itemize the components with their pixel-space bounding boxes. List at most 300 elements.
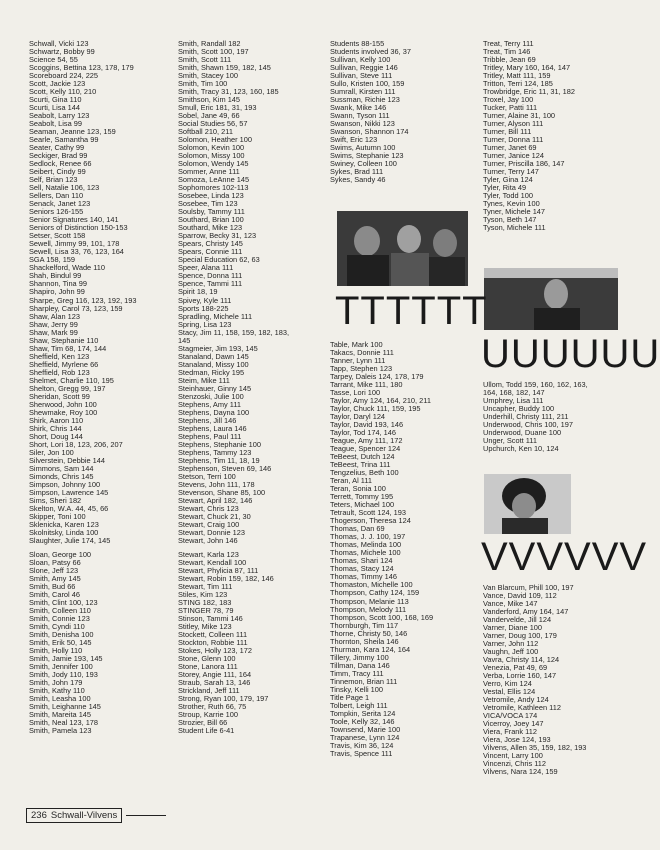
footer-rule (126, 815, 166, 816)
index-entry: Students involved 36, 37 (330, 47, 411, 57)
index-entry: Townsend, Marie 100 (330, 724, 401, 734)
index-entry: Verro, Kim 124 (483, 679, 532, 689)
index-entry: Tolbert, Leigh 111 (330, 700, 388, 710)
index-entry: Smith, Amy 145 (29, 574, 81, 584)
index-entry: Strickland, Jeff 111 (178, 686, 240, 696)
index-entry: Short, Doug 144 (29, 431, 83, 441)
index-entry: Solomon, Heather 100 (178, 135, 252, 145)
index-entry: Smith, Bud 66 (29, 582, 76, 592)
index-entry: Smith, Shawn 159, 182, 145 (178, 63, 271, 73)
index-entry: Tillman, Dana 146 (330, 660, 390, 670)
index-entry: Taylor, Daryl 124 (330, 412, 386, 422)
index-entry: Somoza, LeAnne 145 (178, 175, 250, 185)
index-entry: Searle, Samantha 99 (29, 135, 99, 145)
index-entry: Smith, Kathy 110 (29, 686, 85, 696)
index-entry: Tetrault, Scott 124, 193 (330, 508, 407, 518)
index-entry: Stephens, Jill 146 (178, 415, 237, 425)
index-entry: Swann, Tyson 111 (330, 111, 390, 121)
index-entry: Stone, Lanora 111 (178, 662, 238, 672)
index-entry: Smith, Stacey 100 (178, 71, 238, 81)
index-entry: Simmons, Sam 144 (29, 463, 94, 473)
index-entry: Sheffield, Myrlene 66 (29, 359, 99, 369)
index-entry: Solomon, Missy 100 (178, 151, 245, 161)
index-entry: Vance, Mike 147 (483, 599, 538, 609)
index-entry: Trapanese, Lynn 124 (330, 732, 400, 742)
index-entry: Stewart, Phylicia 87, 111 (178, 566, 259, 576)
index-entry: Unger, Scott 111 (483, 436, 537, 446)
index-entry: Scott, Kelly 110, 210 (29, 87, 97, 97)
index-entry: Smith, Scott 100, 197 (178, 47, 249, 57)
index-entry: Thurman, Kara 124, 164 (330, 644, 411, 654)
index-entry: Soulsby, Tammy 111 (178, 207, 245, 217)
index-entry: Sullivan, Reggie 146 (330, 63, 398, 73)
index-entry: Taylor, Chuck 111, 159, 195 (330, 404, 421, 414)
index-entry: Thomas, Timmy 146 (330, 572, 397, 582)
index-entry: Tritton, Terri 124, 185 (483, 79, 553, 89)
index-entry: Thomas, J. J. 100, 197 (330, 532, 406, 542)
index-entry: Stinson, Tammi 146 (178, 614, 243, 624)
index-entry: Vilvens, Nara 124, 159 (483, 767, 558, 777)
index-entry: Stanaland, Missy 100 (178, 359, 249, 369)
index-entry: Turner, Donna 111 (483, 135, 544, 145)
index-column-3-s-entries (330, 40, 470, 184)
index-entry: Thornton, Sheila 146 (330, 636, 399, 646)
index-entry: Social Studies 56, 57 (178, 119, 248, 129)
index-entry: Tapp, Stephen 123 (330, 364, 393, 374)
page-range: Schwall-Vilvens (50, 809, 118, 821)
index-entry: Tarrant, Mike 111, 180 (330, 380, 403, 390)
index-entry: Turner, Bill 111 (483, 127, 532, 137)
index-entry: Viera, Jose 124, 193 (483, 735, 551, 745)
index-entry: Sell, Natalie 106, 123 (29, 183, 100, 193)
index-entry: Vilvens, Allen 35, 159, 182, 193 (483, 743, 587, 753)
index-entry: 164, 168, 182, 147 (483, 388, 545, 398)
index-entry: Silverstein, Debbie 144 (29, 455, 106, 465)
index-entry: Stevenson, Shane 85, 100 (178, 487, 266, 497)
index-entry: Tucker, Patti 111 (483, 103, 538, 113)
index-entry: STINGER 78, 79 (178, 606, 234, 616)
page-footer (26, 808, 166, 822)
index-entry: Thomas, Shari 124 (330, 556, 393, 566)
index-entry: Sullivan, Kelly 100 (330, 55, 391, 65)
index-entry: Seabolt, Larry 123 (29, 111, 90, 121)
index-entry: Varner, Doug 100, 179 (483, 631, 557, 641)
index-entry: Simpson, Lawrence 145 (29, 487, 109, 497)
index-entry: Schwall, Vicki 123 (29, 39, 89, 48)
index-entry: Swift, Eric 123 (330, 135, 378, 145)
index-entry: Seniors of Distinction 150-153 (29, 223, 128, 233)
index-entry: Smith, Leasha 100 (29, 694, 91, 704)
index-entry: Tinsky, Kelli 100 (330, 684, 383, 694)
index-entry: Vavra, Christy 114, 124 (483, 655, 560, 665)
index-entry: Sims, Sheri 182 (29, 495, 82, 505)
index-entry: Umphrey, Lisa 111 (483, 396, 544, 406)
index-entry: Smull, Eric 181, 31, 193 (178, 103, 257, 113)
index-entry: Skipper, Toni 100 (29, 511, 86, 521)
index-entry: Solomon, Wendy 145 (178, 159, 249, 169)
index-entry: Thompson, Melody 111 (330, 604, 407, 614)
index-entry: Student Life 6-41 (178, 726, 235, 736)
section-letters-v: VVVVVV (481, 535, 648, 579)
index-entry: Shirk, Aaron 110 (29, 415, 84, 425)
section-letters-t: TTTTTT (335, 289, 488, 333)
index-entry: Special Education 62, 63 (178, 255, 260, 265)
index-entry: Skelton, W.A. 44, 45, 66 (29, 503, 109, 513)
index-entry: Turner, Terry 147 (483, 167, 539, 177)
index-entry: Timm, Tracy 111 (330, 668, 384, 678)
index-entry: Shapiro, John 99 (29, 287, 85, 297)
index-entry: Shelton, Gregg 99, 197 (29, 383, 106, 393)
index-entry: Smith, Connie 123 (29, 614, 90, 624)
index-entry: Shaw, Jerry 99 (29, 319, 78, 329)
index-entry: Travis, Spence 111 (330, 748, 393, 758)
index-entry: Thomaston, Michelle 100 (330, 580, 413, 590)
index-entry: Swank, Mike 146 (330, 103, 387, 113)
index-entry: Sumrall, Kirsten 111 (330, 87, 396, 97)
index-entry: Tanner, Lynn 111 (330, 356, 386, 366)
index-entry: Spence, Donna 111 (178, 271, 243, 281)
index-entry: Seckiger, Brad 99 (29, 151, 88, 161)
index-entry: Smith, Clint 100, 123 (29, 598, 98, 608)
index-entry: Seabolt, Lisa 99 (29, 119, 83, 129)
index-entry: Sykes, Sandy 46 (330, 175, 386, 185)
index-entry: Scott, Jackie 123 (29, 79, 86, 89)
index-entry: Sparrow, Becky 31, 123 (178, 231, 257, 241)
index-entry: Smith, Neal 123, 178 (29, 718, 99, 728)
index-entry: Underhill, Christy 111, 211 (483, 412, 569, 422)
index-entry: Stephens, Stephanie 100 (178, 439, 262, 449)
index-entry: Sherwood, John 100 (29, 399, 97, 409)
index-entry: Stewart, Craig 100 (178, 519, 240, 529)
index-column-1 (29, 40, 169, 735)
index-entry: Stewart, John 146 (178, 535, 238, 545)
index-entry: Straub, Sarah 13, 146 (178, 678, 251, 688)
index-column-2 (178, 40, 318, 735)
index-entry: Sloan, Patsy 66 (29, 558, 81, 567)
index-entry: Thomas, Michele 100 (330, 548, 401, 558)
index-entry: Shaw, Alan 123 (29, 311, 80, 321)
index-entry: Tyson, Beth 147 (483, 215, 537, 225)
index-entry: Van Blarcum, Phill 100, 197 (483, 583, 574, 592)
index-entry: Uncapher, Buddy 100 (483, 404, 555, 414)
index-entry: Sosebee, Tim 123 (178, 199, 238, 209)
index-entry: Senack, Janet 123 (29, 199, 91, 209)
index-entry: Sklenicka, Karen 123 (29, 519, 99, 529)
index-entry: Turner, Janice 124 (483, 151, 544, 161)
index-column-3-t-entries (330, 341, 470, 758)
index-entry: Tinnemon, Brian 111 (330, 676, 398, 686)
index-entry: Smith, John 179 (29, 678, 83, 688)
index-entry: Shaw, Mark 99 (29, 327, 78, 337)
index-entry: Tritley, Matt 111, 159 (483, 71, 551, 81)
index-entry: Teague, Spencer 124 (330, 444, 401, 454)
index-entry: Venezia, Pat 49, 69 (483, 663, 548, 673)
index-entry: Teters, Michael 100 (330, 500, 395, 510)
index-entry: Title Page 1 (330, 692, 370, 702)
index-entry: Swanson, Nikki 123 (330, 119, 395, 129)
index-entry: Stephens, Tammy 123 (178, 447, 252, 457)
page-number: 236 (31, 809, 47, 821)
index-entry: Stewart, Chris 123 (178, 503, 239, 513)
index-entry: Spears, Connie 111 (178, 247, 243, 257)
index-entry: Viera, Frank 112 (483, 727, 537, 737)
index-entry: Strozier, Bill 66 (178, 718, 228, 728)
page-number-box (26, 808, 122, 823)
index-entry: Southard, Brian 100 (178, 215, 244, 225)
index-entry: Tyner, Michele 147 (483, 207, 546, 217)
index-entry: Strother, Ruth 66, 75 (178, 702, 247, 712)
index-entry: Sedlock, Renee 66 (29, 159, 92, 169)
index-entry: Shelmet, Charlie 110, 195 (29, 375, 114, 385)
index-entry: Stephens, Laura 146 (178, 423, 247, 433)
index-entry: Steim, Mike 111 (178, 375, 230, 385)
index-entry: Stokes, Holly 123, 172 (178, 646, 252, 656)
index-entry: Sussman, Richie 123 (330, 95, 400, 105)
index-entry: Vandervelde, Jill 124 (483, 615, 552, 625)
index-entry: Simpson, Johnny 100 (29, 479, 101, 489)
index-entry: Simonds, Chris 145 (29, 471, 94, 481)
index-column-4-u-entries (483, 381, 623, 453)
index-entry: VICA/VOCA 174 (483, 711, 538, 721)
index-entry: Shannon, Tina 99 (29, 279, 87, 289)
index-entry: Terrett, Tommy 195 (330, 492, 394, 502)
index-entry: Tynes, Kevin 100 (483, 199, 540, 209)
index-entry: Taylor, David 193, 146 (330, 420, 404, 430)
index-entry: Stewart, Karla 123 (178, 549, 239, 559)
index-entry: Stephens, Dayna 100 (178, 407, 250, 417)
index-entry: Thornburgh, Tim 117 (330, 620, 399, 630)
index-entry: Scurti, Lisa 144 (29, 103, 80, 113)
index-entry: Tarpey, Daleis 124, 178, 179 (330, 372, 424, 382)
index-entry: Steinhauer, Ginny 145 (178, 383, 252, 393)
index-entry: Turner, Priscilla 186, 147 (483, 159, 565, 169)
index-entry: Smith, Mareita 145 (29, 710, 92, 720)
section-letters-u: UUUUUU (481, 332, 660, 376)
index-entry: Underwood, Chris 100, 197 (483, 420, 573, 430)
index-entry: Stagmeier, Jim 193, 145 (178, 343, 258, 353)
index-entry: Shah, Bindul 99 (29, 271, 82, 281)
index-entry: Spence, Tammi 111 (178, 279, 243, 289)
index-entry: Tyson, Michele 111 (483, 223, 546, 233)
index-entry: Shackelford, Wade 110 (29, 263, 106, 273)
index-entry: Stedman, Ricky 195 (178, 367, 245, 377)
index-entry: Vaughn, Jeff 100 (483, 647, 539, 657)
index-entry: Shaw, Stephanie 110 (29, 335, 99, 345)
index-entry: Sobel, Jane 49, 66 (178, 111, 240, 121)
index-entry: Vetromile, Andy 124 (483, 695, 549, 705)
index-entry: Sheridan, Scott 99 (29, 391, 90, 401)
index-entry: Smith, Cyndi 110 (29, 622, 85, 632)
index-entry: Tillery, Jimmy 100 (330, 652, 389, 662)
index-column-4-v-entries (483, 584, 623, 776)
index-entry: Stephens, Amy 111 (178, 399, 241, 409)
index-entry: Students 88-155 (330, 39, 385, 48)
index-entry: Siler, Jon 100 (29, 447, 74, 457)
index-entry: Smith, Jennifer 100 (29, 662, 93, 672)
index-entry: Smith, Tim 100 (178, 79, 228, 89)
index-entry: Stiles, Kim 123 (178, 590, 228, 600)
index-entry: Senior Signatures 140, 141 (29, 215, 119, 225)
index-entry: Troxel, Jay 100 (483, 95, 534, 105)
index-entry: Spradling, Michele 111 (178, 311, 253, 321)
index-entry: Swanson, Shannon 174 (330, 127, 409, 137)
index-entry: Varner, John 112 (483, 639, 539, 649)
index-entry: Slone, Jeff 123 (29, 566, 79, 576)
index-entry: TeBeest, Dutch 124 (330, 452, 395, 462)
index-entry: Stanaland, Dawn 145 (178, 351, 249, 361)
index-entry: Stetson, Terri 100 (178, 471, 236, 481)
index-entry: Verba, Lorrie 160, 147 (483, 671, 557, 681)
index-entry: Stephenson, Steven 69, 146 (178, 463, 272, 473)
index-entry: Stroup, Karrie 100 (178, 710, 238, 720)
index-entry: Stewart, Robin 159, 182, 146 (178, 574, 274, 584)
index-entry: Sheffield, Rob 123 (29, 367, 90, 377)
index-entry: Sharpe, Greg 116, 123, 192, 193 (29, 295, 137, 305)
index-entry: Shewmake, Roy 100 (29, 407, 98, 417)
index-entry: Thomas, Dan 69 (330, 524, 385, 534)
index-entry: Shaw, Tim 68, 174, 144 (29, 343, 107, 353)
index-entry: Tengzelius, Beth 100 (330, 468, 399, 478)
index-entry: Vanderford, Amy 164, 147 (483, 607, 569, 617)
index-entry: Smith, Carol 46 (29, 590, 80, 600)
index-entry: Thogerson, Theresa 124 (330, 516, 411, 526)
index-entry: Stewart, Donnie 123 (178, 527, 245, 537)
index-entry: Sewell, Lisa 33, 76, 123, 164 (29, 247, 124, 257)
index-entry: Shirk, Chris 144 (29, 423, 82, 433)
photo-student-portrait-2 (484, 474, 571, 534)
index-entry: Softball 210, 211 (178, 127, 233, 137)
index-entry: Vincent, Larry 100 (483, 751, 543, 761)
index-entry: Turner, Alyson 111 (483, 119, 544, 129)
index-entry: Smith, Tracy 31, 123, 160, 185 (178, 87, 279, 97)
index-entry: Sharpley, Carol 73, 123, 159 (29, 303, 123, 313)
index-entry: SGA 158, 159 (29, 255, 76, 265)
index-entry: Tasse, Lori 100 (330, 388, 381, 398)
index-entry: Smith, Holly 110 (29, 646, 83, 656)
index-entry: Vicerroy, Joey 147 (483, 719, 544, 729)
index-entry: Science 54, 55 (29, 55, 78, 65)
index-entry: Sports 188-225 (178, 303, 229, 313)
index-entry: Sloan, George 100 (29, 549, 92, 559)
index-entry: Strong, Ryan 100, 179, 197 (178, 694, 269, 704)
index-entry: Teran, Sonia 100 (330, 484, 386, 494)
index-entry: Treat, Tim 146 (483, 47, 531, 57)
index-entry: Stewart, Tim 111 (178, 582, 233, 592)
index-entry: Southard, Mike 123 (178, 223, 243, 233)
index-entry: Thompson, Melanie 113 (330, 596, 409, 606)
index-entry: Smith, Jody 110, 193 (29, 670, 98, 680)
index-entry: Seniors 126-155 (29, 207, 84, 217)
index-entry: Self, Brian 123 (29, 175, 78, 185)
index-entry: Stone, Glenn 100 (178, 654, 236, 664)
index-entry: Thompson, Cathy 124, 159 (330, 588, 420, 598)
index-entry: Smith, Pamela 123 (29, 726, 92, 736)
index-entry: Ullom, Todd 159, 160, 162, 163, (483, 380, 588, 389)
index-entry: Varner, Diane 100 (483, 623, 543, 633)
index-entry: Stockett, Colleen 111 (178, 630, 248, 640)
index-entry: Scoggins, Bettina 123, 178, 179 (29, 63, 134, 73)
index-entry: Stevens, John 111, 178 (178, 479, 255, 489)
index-entry: Travis, Kim 36, 124 (330, 740, 394, 750)
index-entry: Toole, Kelly 32, 146 (330, 716, 395, 726)
index-entry: Short, Lori 18, 123, 206, 207 (29, 439, 123, 449)
index-entry: Sheffield, Ken 123 (29, 351, 90, 361)
index-entry: Sewell, Jimmy 99, 101, 178 (29, 239, 120, 249)
index-entry: Spirit 18, 19 (178, 287, 218, 297)
index-entry: Swims, Stephanie 123 (330, 151, 404, 161)
index-entry: Upchurch, Ken 10, 124 (483, 444, 559, 454)
index-entry: Storey, Angie 111, 164 (178, 670, 252, 680)
index-entry: Sommer, Anne 111 (178, 167, 240, 177)
index-entry: Thomas, Stacy 124 (330, 564, 394, 574)
photo-students-group (337, 211, 468, 286)
index-entry: Setser, Scott 158 (29, 231, 86, 241)
index-entry: Taylor, Tod 174, 146 (330, 428, 397, 438)
index-entry: Vestal, Ellis 124 (483, 687, 536, 697)
index-entry: Turner, Alaine 31, 100 (483, 111, 556, 121)
index-entry: Table, Mark 100 (330, 340, 383, 349)
index-entry: Seater, Cathy 99 (29, 143, 85, 153)
index-entry: Turner, Janet 69 (483, 143, 537, 153)
index-entry: Solomon, Kevin 100 (178, 143, 245, 153)
index-entry: Sellers, Dan 110 (29, 191, 84, 201)
index-entry: Tyler, Rita 49 (483, 183, 527, 193)
index-entry: Takacs, Donnie 111 (330, 348, 394, 358)
index-entry: 145 (178, 335, 191, 345)
index-entry: Smith, Jamie 193, 145 (29, 654, 103, 664)
index-entry: Thompson, Scott 100, 168, 169 (330, 612, 434, 622)
index-column-4-t-entries (483, 40, 623, 232)
index-entry: Spivey, Kyle 111 (178, 295, 232, 305)
index-entry: Swiney, Colleen 100 (330, 159, 397, 169)
index-entry: Spears, Christy 145 (178, 239, 243, 249)
index-entry: Seaman, Jeanne 123, 159 (29, 127, 116, 137)
index-entry: Sullivan, Steve 111 (330, 71, 393, 81)
index-entry: Taylor, Amy 124, 164, 210, 211 (330, 396, 431, 406)
index-entry: Teague, Amy 111, 172 (330, 436, 403, 446)
index-entry: Smithson, Kim 145 (178, 95, 241, 105)
index-entry: Smith, Erik 50, 145 (29, 638, 92, 648)
index-entry: Scurti, Gina 110 (29, 95, 82, 105)
index-entry: Tyler, Todd 100 (483, 191, 533, 201)
index-entry: Sophomores 102-113 (178, 183, 249, 193)
index-entry: Smith, Randall 182 (178, 39, 241, 48)
index-entry: Vincenzi, Chris 112 (483, 759, 546, 769)
index-entry: Stewart, April 182, 146 (178, 495, 253, 505)
index-entry: Slaughter, Julie 174, 145 (29, 535, 111, 545)
index-entry: Sosebee, Linda 123 (178, 191, 244, 201)
index-entry: Tyler, Gina 124 (483, 175, 533, 185)
index-entry: Stitley, Mike 123 (178, 622, 232, 632)
photo-student-portrait (484, 268, 618, 330)
index-entry: Speer, Alana 111 (178, 263, 234, 273)
index-entry: Underwood, Duane 100 (483, 428, 562, 438)
index-entry: Stewart, Kendall 100 (178, 558, 247, 567)
index-entry: Stacy, Jim 11, 158, 159, 182, 183, (178, 327, 290, 337)
index-entry: Thomas, Melinda 100 (330, 540, 402, 550)
index-entry: Sullo, Kristen 100, 159 (330, 79, 405, 89)
index-entry: Tritley, Mary 160, 164, 147 (483, 63, 571, 73)
index-entry: Scoreboard 224, 225 (29, 71, 99, 81)
index-entry: Stephens, Tim 11, 18, 19 (178, 455, 260, 465)
index-entry: Schwartz, Bobby 99 (29, 47, 95, 57)
index-entry: Swims, Autumn 100 (330, 143, 396, 153)
index-entry: Sykes, Brad 111 (330, 167, 384, 177)
index-entry: Thorne, Christy 50, 146 (330, 628, 408, 638)
index-entry: Spring, Lisa 123 (178, 319, 232, 329)
index-entry: Smith, Denisha 100 (29, 630, 94, 640)
index-entry: Stenzoski, Julie 100 (178, 391, 244, 401)
